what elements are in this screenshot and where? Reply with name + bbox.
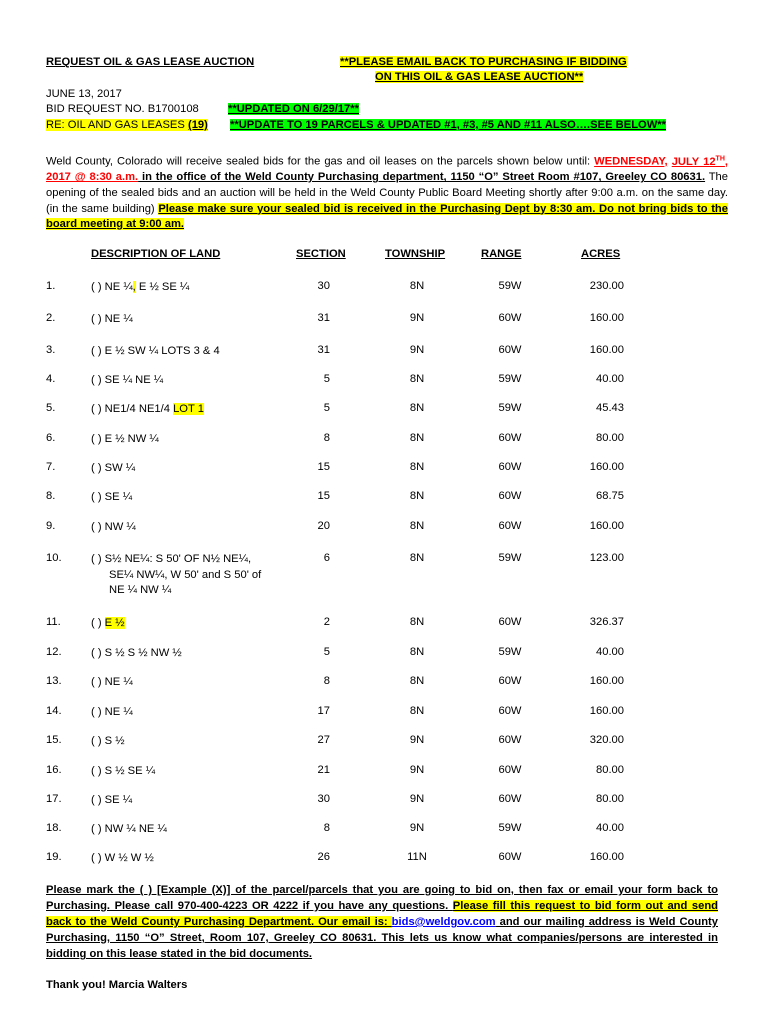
table-row: 13. ( ) NE ¼ 8 8N 60W 160.00 <box>46 675 624 688</box>
instructions-paragraph: Please mark the ( ) [Example (X)] of the parcel/parcels that you are going to bid on, then fax or email your form back to Purchasing. Please call 970-400-4223 OR 4222 if you have any questions. Please fill this request to bid form out and send back to the Weld County Purchasing Department. Our email is: bids@weldgov.com and our mailing address is Weld County Purchasing, 1150 “O” Street, Room 107, Greeley CO 80631. This lets us know what companies/persons are interested in bidding on this lease stated in the bid documents. <box>46 884 718 960</box>
signature-line: Thank you! Marcia Walters <box>46 979 188 991</box>
table-row: 6. ( ) E ½ NW ¼ 8 8N 60W 80.00 <box>46 432 624 445</box>
table-row: 4. ( ) SE ¼ NE ¼ 5 8N 59W 40.00 <box>46 373 624 386</box>
table-row: 19. ( ) W ½ W ½ 26 11N 60W 160.00 <box>46 851 624 864</box>
table-row: 5. ( ) NE1/4 NE1/4 LOT 1 5 8N 59W 45.43 <box>46 402 624 415</box>
col-header-range: RANGE <box>481 248 522 260</box>
document-title: REQUEST OIL & GAS LEASE AUCTION <box>46 56 255 68</box>
table-row: 8. ( ) SE ¼ 15 8N 60W 68.75 <box>46 490 624 503</box>
table-row: 7. ( ) SW ¼ 15 8N 60W 160.00 <box>46 461 624 474</box>
update-notice: **UPDATE TO 19 PARCELS & UPDATED #1, #3, #5 AND #11 ALSO….SEE BELOW** <box>230 119 667 131</box>
table-row: 16. ( ) S ½ SE ¼ 21 9N 60W 80.00 <box>46 764 624 777</box>
table-row: 14. ( ) NE ¼ 17 8N 60W 160.00 <box>46 705 624 718</box>
bid-request-number: BID REQUEST NO. B1700108 <box>46 103 199 115</box>
table-row: 11. ( ) E ½ 2 8N 60W 326.37 <box>46 616 624 629</box>
bid-day: WEDNESDAY, <box>594 155 668 168</box>
intro-highlight: Please make sure your sealed bid is received in the Purchasing Dept by 8:30 am. Do not bring bids to the board meeting at 9:00 am. <box>46 202 728 231</box>
table-row: 17. ( ) SE ¼ 30 9N 60W 80.00 <box>46 793 624 806</box>
instructions-highlight: Please fill this request to bid form out and send back to the Weld County Purchasing Department. Our email is: <box>46 900 718 928</box>
email-notice-line2: ON THIS OIL & GAS LEASE AUCTION** <box>375 71 584 83</box>
document-date: JUNE 13, 2017 <box>46 88 122 100</box>
table-row: 2. ( ) NE ¼ 31 9N 60W 160.00 <box>46 312 624 325</box>
bid-location: in the office of the Weld County Purchasing department, 1150 “O” Street Room #107, Greeley CO 80631. <box>138 171 706 184</box>
bid-date: JULY 12TH, 2017 @ 8:30 a.m. <box>46 155 728 184</box>
email-notice-line1: **PLEASE EMAIL BACK TO PURCHASING IF BIDDING <box>340 56 627 68</box>
re-line: RE: OIL AND GAS LEASES (19) <box>46 119 208 131</box>
table-row: 10. ( ) S½ NE¼: S 50' OF N½ NE¼, SE¼ NW¼, W 50' and S 50' of NE ¼ NW ¼ 6 8N 59W 123.00 <box>46 552 624 596</box>
col-header-description: DESCRIPTION OF LAND <box>91 248 221 260</box>
updated-notice: **UPDATED ON 6/29/17** <box>228 103 359 115</box>
intro-paragraph: Weld County, Colorado will receive sealed bids for the gas and oil leases on the parcels shown below until: WEDNESDAY, JULY 12TH, 2017 @ 8:30 a.m. in the office of the Weld County Purchasing department, 1150 “O” Street Room #107, Greeley CO 80631. The opening of the sealed bids and an auction will be held in the Weld County Public Board Meeting shortly after 9:00 a.m. on the same day. (in the same building) Please make sure your sealed bid is received in the Purchasing Dept by 8:30 am. Do not bring bids to the board meeting at 9:00 am. <box>46 155 729 231</box>
table-row: 3. ( ) E ½ SW ¼ LOTS 3 & 4 31 9N 60W 160.00 <box>46 344 624 357</box>
email-link[interactable]: bids@weldgov.com <box>391 916 496 928</box>
col-header-acres: ACRES <box>581 248 621 260</box>
table-row: 12. ( ) S ½ S ½ NW ½ 5 8N 59W 40.00 <box>46 646 624 659</box>
re-count: (19) <box>187 119 208 131</box>
col-header-township: TOWNSHIP <box>385 248 446 260</box>
table-row: 15. ( ) S ½ 27 9N 60W 320.00 <box>46 734 624 747</box>
table-row: 9. ( ) NW ¼ 20 8N 60W 160.00 <box>46 520 624 533</box>
table-row: 1. ( ) NE ¼, E ½ SE ¼ 30 8N 59W 230.00 <box>46 280 624 293</box>
col-header-section: SECTION <box>296 248 346 260</box>
table-row: 18. ( ) NW ¼ NE ¼ 8 9N 59W 40.00 <box>46 822 624 835</box>
